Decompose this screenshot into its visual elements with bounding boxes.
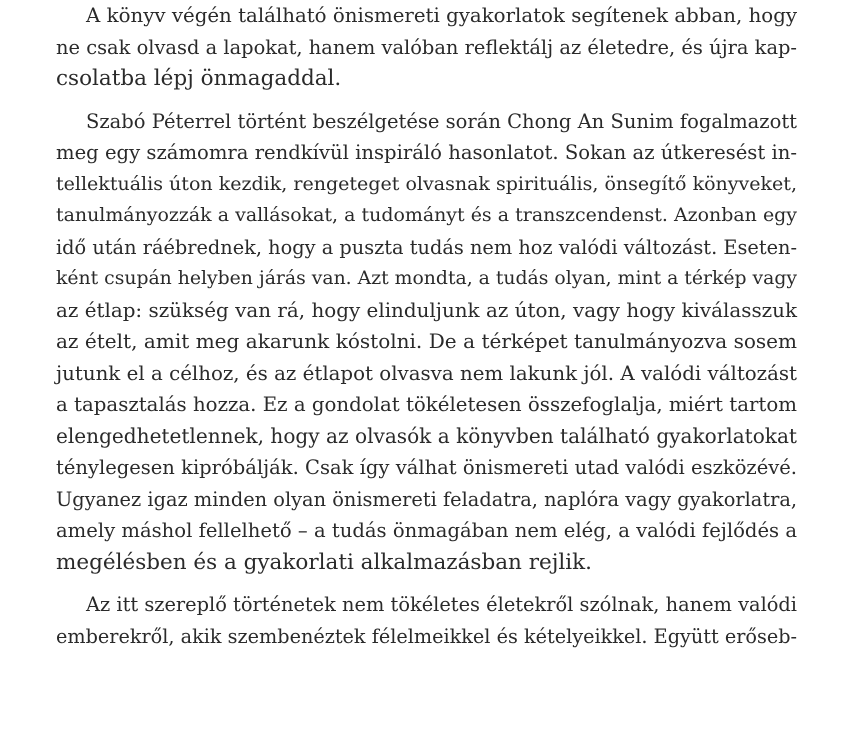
text-line: meg egy számomra rendkívül inspiráló hasonlatot. Sokan az útkeresést in- (56, 141, 797, 164)
text-line: az étlap: szükség van rá, hogy elinduljunk az úton, vagy hogy kiválasszuk (56, 298, 797, 322)
text-line: az ételt, amit meg akarunk kóstolni. De a térképet tanulmányozva sosem (56, 329, 797, 353)
text-line: ként csupán helyben járás van. Azt mondta, a tudás olyan, mint a térkép vagy (56, 268, 797, 289)
text-line: A könyv végén található önismereti gyakorlatok segítenek abban, hogy (86, 4, 797, 27)
text-line: Az itt szereplő történetek nem tökéletes életekről szólnak, hanem valódi (86, 593, 797, 616)
text-line: Ugyanez igaz minden olyan önismereti feladatra, naplóra vagy gyakorlatra, (56, 487, 797, 511)
text-line: a tapasztalás hozza. Ez a gondolat tökéletesen összefoglalja, miért tartom (56, 393, 797, 416)
document-page (56, 0, 797, 652)
paragraph-2 (56, 106, 797, 579)
text-line: tanulmányozzák a vallásokat, a tudományt és a transzcendenst. Azonban egy (56, 204, 797, 226)
paragraph-3 (56, 589, 797, 652)
text-line: ténylegesen kipróbálják. Csak így válhat önismereti utad valódi eszközévé. (56, 456, 797, 479)
text-line: idő után ráébrednek, hogy a puszta tudás nem hoz valódi változást. Eseten- (56, 235, 797, 259)
text-line: Szabó Péterrel történt beszélgetése során Chong An Sunim fogalmazott (86, 109, 797, 133)
paragraph-1 (56, 0, 797, 95)
text-line: emberekről, akik szembenéztek félelmeikkel és kételyeikkel. Együtt erőseb- (56, 624, 797, 648)
text-line: amely máshol fellelhető – a tudás önmagában nem elég, a valódi fejlődés a (56, 519, 797, 542)
text-line: tellektuális úton kezdik, rengeteget olvasnak spirituális, önsegítő könyveket, (56, 172, 797, 195)
text-line: jutunk el a célhoz, és az étlapot olvasva nem lakunk jól. A valódi változást (56, 361, 797, 385)
text-line: csolatba lépj önmagaddal. (56, 66, 342, 91)
text-line: megélésben és a gyakorlati alkalmazásban rejlik. (56, 549, 593, 575)
text-line: ne csak olvasd a lapokat, hanem valóban reflektálj az életedre, és újra kap- (56, 35, 797, 59)
text-line: elengedhetetlennek, hogy az olvasók a könyvben található gyakorlatokat (56, 423, 797, 448)
